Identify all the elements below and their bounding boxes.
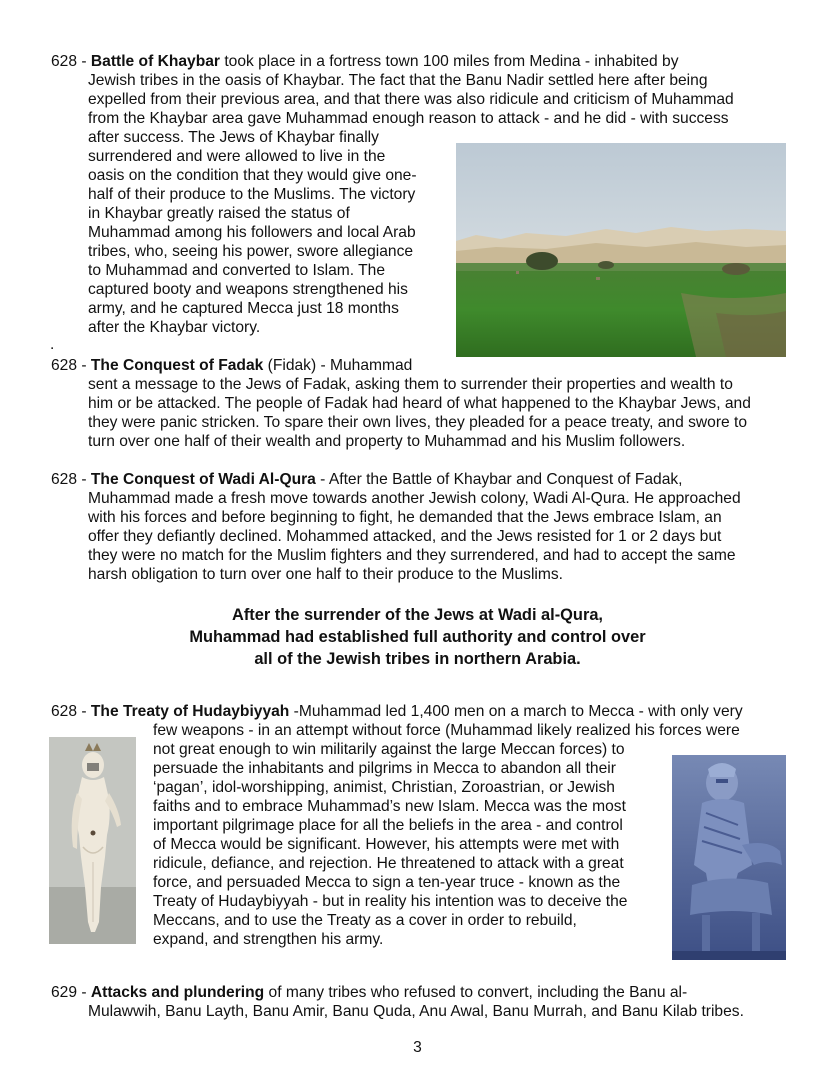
entry-title: The Treaty of Hudaybiyyah (90, 703, 290, 720)
body-line: ‘pagan’, idol-worshipping, animist, Christian, Zoroastrian, or Jewish (153, 779, 615, 796)
entry-title: The Conquest of Wadi Al-Qura (90, 471, 316, 488)
entry-year: 629 - (51, 984, 91, 1001)
body-line: to Muhammad and converted to Islam. The (88, 262, 386, 279)
callout-line: After the surrender of the Jews at Wadi al-Qura, (232, 606, 603, 624)
entry-year: 628 - (51, 53, 91, 70)
entry-year: 628 - (51, 471, 91, 488)
body-line: sent a message to the Jews of Fadak, asking them to surrender their properties and wealth to (88, 376, 733, 393)
entry-year: 628 - (51, 703, 91, 720)
body-line: expand, and strengthen his army. (153, 931, 384, 948)
body-line: they were panic stricken. To spare their own lives, they pleaded for a peace treaty, and swore to (88, 414, 748, 431)
entry-heading-line (51, 52, 679, 71)
callout-line: all of the Jewish tribes in northern Arabia. (254, 650, 581, 668)
body-line: Muhammad made a fresh move towards another Jewish colony, Wadi Al-Qura. He approached (88, 490, 741, 507)
entry-text: -Muhammad led 1,400 men on a march to Mecca - with only very (289, 703, 743, 720)
body-line: after success. The Jews of Khaybar finally (88, 129, 379, 146)
stray-dot: . (50, 336, 55, 353)
entry-text: - After the Battle of Khaybar and Conquest of Fadak, (315, 471, 683, 488)
body-line: Treaty of Hudaybiyyah - but in reality his intention was to deceive the (153, 893, 628, 910)
entry-title: Battle of Khaybar (90, 53, 220, 70)
body-line: Meccans, and to use the Treaty as a cover in order to rebuild, (153, 912, 577, 929)
body-line: army, and he captured Mecca just 18 months (88, 300, 399, 317)
body-line: they were no match for the Muslim fighters and they surrendered, and had to accept the same (88, 547, 736, 564)
body-line: in Khaybar greatly raised the status of (88, 205, 350, 222)
body-line: offer they defiantly declined. Mohammed attacked, and the Jews resisted for 1 or 2 days but (88, 528, 722, 545)
body-line: after the Khaybar victory. (88, 319, 261, 336)
entry-title: The Conquest of Fadak (90, 357, 264, 374)
body-line: captured booty and weapons strengthened his (88, 281, 408, 298)
body-line: Mulawwih, Banu Layth, Banu Amir, Banu Quda, Anu Awal, Banu Murrah, and Banu Kilab tribes. (88, 1003, 744, 1020)
entry-year: 628 - (51, 357, 91, 374)
entry-heading-line (51, 470, 683, 489)
body-line: ridicule, defiance, and rejection. He threatened to attack with a great (153, 855, 624, 872)
body-line: of Mecca would be significant. However, his attempts were met with (153, 836, 620, 853)
callout-line: Muhammad had established full authority and control over (189, 628, 646, 646)
body-line: persuade the inhabitants and pilgrims in Mecca to abandon all their (153, 760, 616, 777)
body-line: few weapons - in an attempt without force (Muhammad likely realized his forces were (153, 722, 740, 739)
body-line: important pilgrimage place for all the beliefs in the area - and control (153, 817, 623, 834)
body-line: from the Khaybar area gave Muhammad enough reason to attack - and he did - with success (88, 110, 729, 127)
body-line: with his forces and before beginning to fight, he demanded that the Jews embrace Islam, an (88, 509, 722, 526)
entry-heading-line (51, 702, 743, 721)
body-line: half of their produce to the Muslims. The victory (88, 186, 416, 203)
body-line: harsh obligation to turn over one half to their produce to the Muslims. (88, 566, 564, 583)
khaybar-oasis-photo (456, 143, 786, 357)
body-line: force, and persuaded Mecca to sign a ten-year truce - known as the (153, 874, 621, 891)
figurine-photo (49, 737, 136, 944)
entry-heading-line (51, 356, 412, 375)
body-line: faiths and to embrace Muhammad’s new Islam. Mecca was the most (153, 798, 626, 815)
page-number: 3 (413, 1039, 422, 1056)
body-line: expelled from their previous area, and that there was also ridicule and criticism of Muhammad (88, 91, 734, 108)
body-line: turn over one half of their wealth and property to Muhammad and his Muslim followers. (88, 433, 686, 450)
entry-heading-line (51, 983, 687, 1002)
entry-text: took place in a fortress town 100 miles from Medina - inhabited by (220, 53, 679, 70)
body-line: him or be attacked. The people of Fadak had heard of what happened to the Khaybar Jews, and (88, 395, 751, 412)
body-line: oasis on the condition that they would give one- (88, 167, 417, 184)
body-line: Jewish tribes in the oasis of Khaybar. The fact that the Banu Nadir settled here after being (88, 72, 708, 89)
body-line: tribes, who, seeing his power, swore allegiance (88, 243, 414, 260)
entry-title: Attacks and plundering (90, 984, 265, 1001)
body-line: Muhammad among his followers and local Arab (88, 224, 416, 241)
body-line: not great enough to win militarily against the large Meccan forces) to (153, 741, 625, 758)
entry-text: of many tribes who refused to convert, including the Banu al- (264, 984, 688, 1001)
entry-text: (Fidak) - Muhammad (263, 357, 413, 374)
body-line: surrendered and were allowed to live in the (88, 148, 386, 165)
relief-photo (672, 755, 786, 960)
